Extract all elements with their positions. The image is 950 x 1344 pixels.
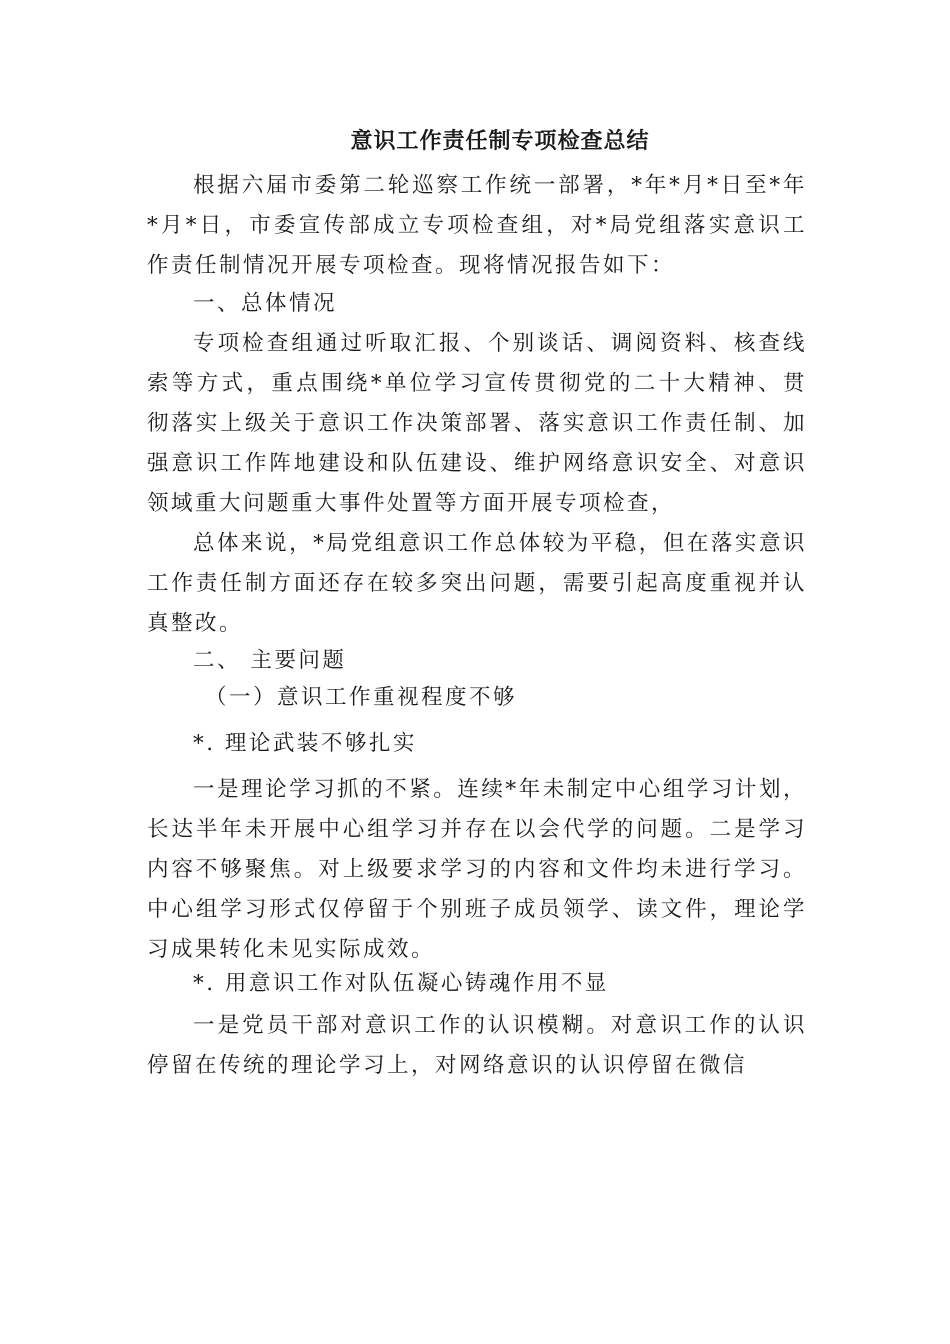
item-heading-theory: *. 理论武装不够扎实	[193, 731, 417, 756]
paragraph-overall-assessment: 总体来说，*局党组意识工作总体较为平稳，但在落实意识工作责任制方面还存在较多突出问题，需要引起高度重视并认真整改。	[147, 531, 807, 636]
section-heading-main-problems: 二、 主要问题	[193, 648, 347, 673]
paragraph-theory-study: 一是理论学习抓的不紧。连续*年未制定中心组学习计划，长达半年未开展中心组学习并存在以会代学的问题。二是学习内容不够聚焦。对上级要求学习的内容和文件均未进行学习。中心组学习形式仅停留于个别班子成员领学、读文件，理论学习成果转化未见实际成效。	[147, 777, 807, 962]
paragraph-intro: 根据六届市委第二轮巡察工作统一部署，*年*月*日至*年*月*日，市委宣传部成立专项检查组，对*局党组落实意识工作责任制情况开展专项检查。现将情况报告如下：	[147, 173, 807, 278]
document-title: 意识工作责任制专项检查总结	[350, 128, 650, 154]
paragraph-cadre-understanding: 一是党员干部对意识工作的认识模糊。对意识工作的认识停留在传统的理论学习上，对网络意识的认识停留在微信	[147, 1013, 807, 1078]
subsection-heading-insufficient-attention: （一）意识工作重视程度不够	[205, 685, 518, 710]
section-heading-overview: 一、总体情况	[193, 291, 338, 316]
item-heading-team-building: *. 用意识工作对队伍凝心铸魂作用不显	[193, 971, 609, 996]
paragraph-inspection-scope: 专项检查组通过听取汇报、个别谈话、调阅资料、核查线索等方式，重点围绕*单位学习宣传贯彻党的二十大精神、贯彻落实上级关于意识工作决策部署、落实意识工作责任制、加强意识工作阵地建设和队伍建设、维护网络意识安全、对意识领域重大问题重大事件处置等方面开展专项检查，	[147, 331, 807, 516]
